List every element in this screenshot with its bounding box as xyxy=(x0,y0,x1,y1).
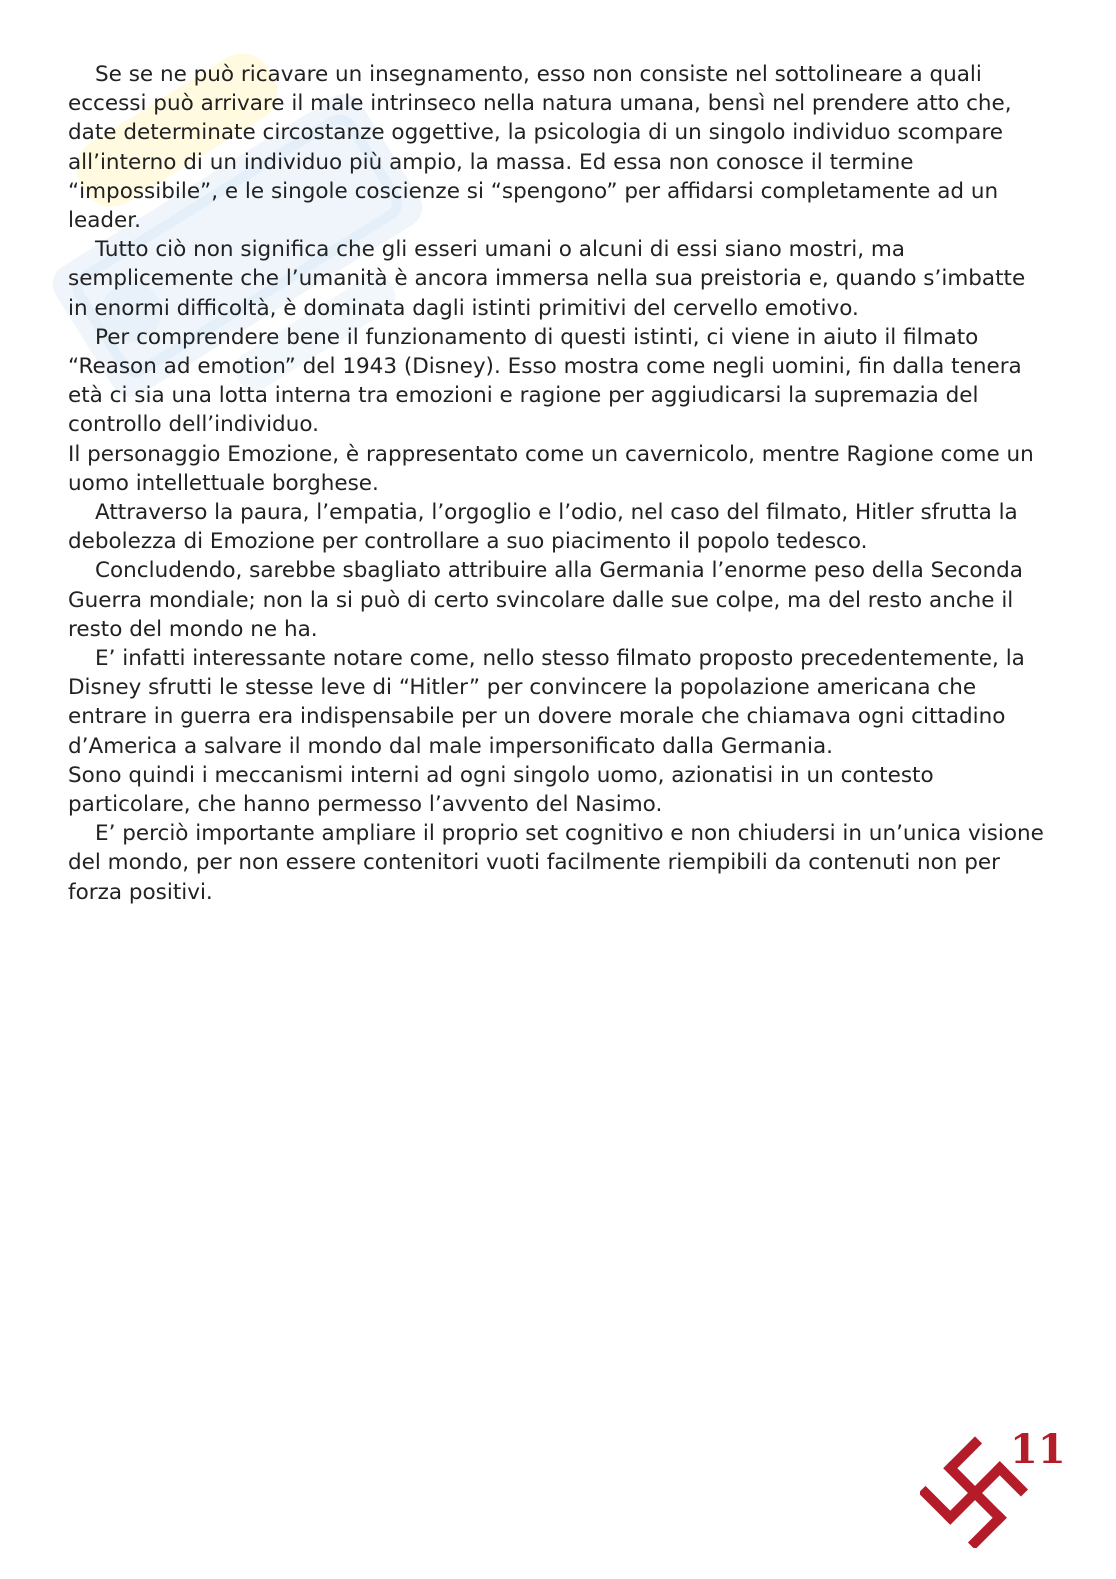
paragraph: Sono quindi i meccanismi interni ad ogni singolo uomo, azionatisi in un contesto particolare, che hanno permesso l’avvento del Nasimo. xyxy=(68,762,934,818)
paragraph: Tutto ciò non significa che gli esseri umani o alcuni di essi siano mostri, ma semplicemente che l’umanità è ancora immersa nella sua preistoria e, quando s’imbatte in enormi difficoltà, è dominata dagli istinti primitivi del cervello emotivo. xyxy=(68,237,1026,321)
paragraph: Attraverso la paura, l’empatia, l’orgoglio e l’odio, nel caso del filmato, Hitler sfrutta la debolezza di Emozione per controllare a suo piacimento il popolo tedesco. xyxy=(68,500,1018,555)
paragraph: E’ perciò importante ampliare il proprio set cognitivo e non chiudersi in un’unica visione del mondo, per non essere contenitori vuoti facilmente riempibili da contenuti non per forza positivi. xyxy=(68,821,1044,905)
paragraph: Per comprendere bene il funzionamento di questi istinti, ci viene in aiuto il filmato “Reason ad emotion” del 1943 (Disney). Esso mostra come negli uomini, fin dalla tenera età ci sia una lotta interna tra emozioni e ragione per aggiudicarsi la supremazia del controllo dell’individuo. xyxy=(68,324,1022,438)
paragraph: Se se ne può ricavare un insegnamento, esso non consiste nel sottolineare a quali eccessi può arrivare il male intrinseco nella natura umana, bensì nel prendere atto che, date determinate circostanze oggettive, la psicologia di un singolo individuo scompare all’interno di un individuo più ampio, la massa. Ed essa non conosce il termine “impossibile”, e le singole coscienze si “spengono” per affidarsi completamente ad un leader. xyxy=(68,62,1012,234)
body-text xyxy=(68,60,1048,907)
paragraph: Il personaggio Emozione, è rappresentato come un cavernicolo, mentre Ragione come un uomo intellettuale borghese. xyxy=(68,441,1034,496)
page-number: 11 xyxy=(1010,1426,1066,1473)
paragraph: E’ infatti interessante notare come, nello stesso filmato proposto precedentemente, la Disney sfrutti le stesse leve di “Hitler” per convincere la popolazione americana che entrare in guerra era indispensabile per un dovere morale che chiamava ogni cittadino d’America a salvare il mondo dal male impersonificato dalla Germania. xyxy=(68,646,1025,759)
paragraph: Concludendo, sarebbe sbagliato attribuire alla Germania l’enorme peso della Seconda Guerra mondiale; non la si può di certo svincolare dalle sue colpe, ma del resto anche il resto del mondo ne ha. xyxy=(68,558,1023,642)
